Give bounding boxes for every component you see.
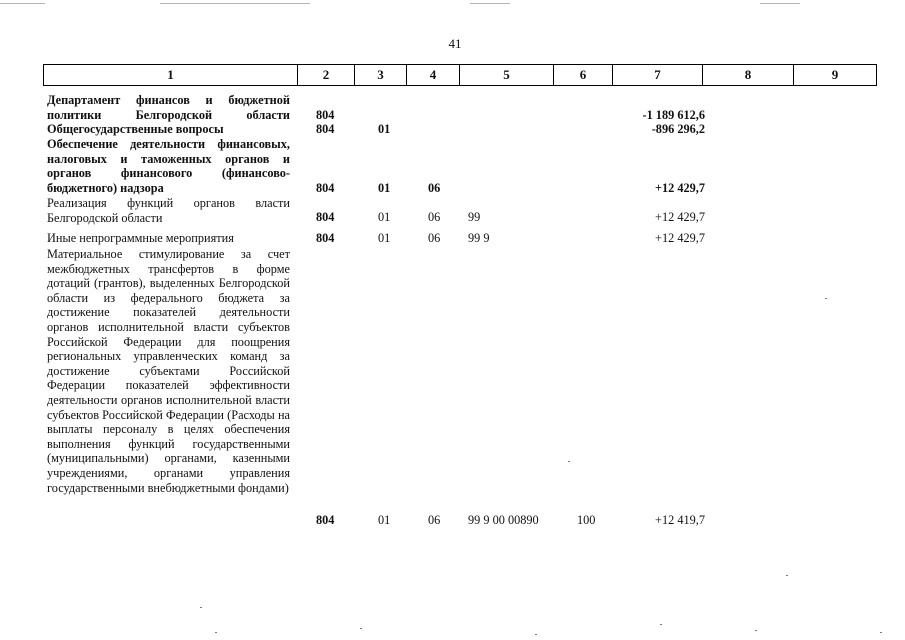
row-incentives-name: Материальное стимулирование за счет межбюджетных трансфертов в форме дотаций (грантов), выделенных Белгородской области из федерального бюджета за достижение показателей деятельности органов исполнительной власти субъектов Российской Федерации для поощрения региональных управленческих команд за достижение субъектами Российской Федерации показателей эффективности деятельности органов исполнительной власти субъектов Российской Федерации (Расходы на выплаты персоналу в целях обеспечения выполнения функций государственными (муниципальными) органами, казенными учреждениями, органами управления государственными внебюджетными фондами) bbox=[47, 247, 290, 495]
header-col-2: 2 bbox=[298, 65, 355, 86]
scan-speck bbox=[200, 607, 202, 608]
row-authority-functions-subsection: 06 bbox=[428, 210, 441, 224]
header-col-6: 6 bbox=[554, 65, 613, 86]
header-col-1: 1 bbox=[44, 65, 298, 86]
row-incentives-target: 99 9 00 00890 bbox=[468, 513, 539, 527]
row-nonprogram-amount: +12 429,7 bbox=[655, 231, 705, 245]
scan-speck bbox=[825, 298, 827, 299]
scan-edge-line bbox=[0, 3, 45, 4]
row-authority-functions-target: 99 bbox=[468, 210, 481, 224]
scan-speck bbox=[215, 632, 217, 633]
scan-speck bbox=[786, 575, 788, 576]
row-authority-functions-name: Реализация функций органов власти Белгородской области bbox=[47, 196, 290, 225]
row-department-name: Департамент финансов и бюджетной политики Белгородской области bbox=[47, 93, 290, 122]
row-nonprogram-subsection: 06 bbox=[428, 231, 441, 245]
column-number-header bbox=[43, 64, 877, 86]
row-incentives-section: 01 bbox=[378, 513, 391, 527]
scan-speck bbox=[568, 461, 570, 462]
header-col-7: 7 bbox=[613, 65, 703, 86]
header-col-5: 5 bbox=[460, 65, 554, 86]
row-nonprogram-section: 01 bbox=[378, 231, 391, 245]
row-financial-bodies-name: Обеспечение деятельности финансовых, налоговых и таможенных органов и органов финансового (финансово-бюджетного) надзора bbox=[47, 137, 290, 195]
row-department-amount: -1 189 612,6 bbox=[642, 108, 705, 122]
scan-speck bbox=[535, 634, 537, 635]
row-financial-bodies-section: 01 bbox=[378, 181, 391, 195]
row-financial-bodies-amount: +12 429,7 bbox=[654, 181, 705, 195]
row-authority-functions-amount: +12 429,7 bbox=[655, 210, 705, 224]
scan-speck bbox=[880, 632, 882, 633]
row-incentives-subsection: 06 bbox=[428, 513, 441, 527]
row-financial-bodies-code: 804 bbox=[316, 181, 335, 195]
row-incentives-expense-type: 100 bbox=[577, 513, 596, 527]
header-col-4: 4 bbox=[407, 65, 460, 86]
header-col-3: 3 bbox=[355, 65, 407, 86]
row-nonprogram-code: 804 bbox=[316, 231, 335, 245]
page-number: 41 bbox=[448, 36, 462, 51]
row-nonprogram-target: 99 9 bbox=[468, 231, 490, 245]
row-authority-functions-code: 804 bbox=[316, 210, 335, 224]
scan-speck bbox=[660, 624, 662, 625]
scan-edge-line bbox=[760, 3, 800, 4]
row-nonprogram-name: Иные непрограммные мероприятия bbox=[47, 231, 234, 245]
row-department-code: 804 bbox=[316, 108, 335, 122]
row-incentives-amount: +12 419,7 bbox=[655, 513, 705, 527]
row-financial-bodies-subsection: 06 bbox=[428, 181, 441, 195]
scan-speck bbox=[360, 628, 362, 629]
scan-speck bbox=[755, 630, 757, 631]
scan-edge-line bbox=[160, 3, 310, 4]
row-general-issues-name: Общегосударственные вопросы bbox=[47, 122, 224, 136]
header-col-8: 8 bbox=[703, 65, 794, 86]
row-authority-functions-section: 01 bbox=[378, 210, 391, 224]
row-general-issues-section: 01 bbox=[378, 122, 391, 136]
row-incentives-code: 804 bbox=[316, 513, 335, 527]
scan-edge-line bbox=[470, 3, 510, 4]
header-col-9: 9 bbox=[794, 65, 877, 86]
row-general-issues-code: 804 bbox=[316, 122, 335, 136]
row-general-issues-amount: -896 296,2 bbox=[651, 122, 705, 136]
